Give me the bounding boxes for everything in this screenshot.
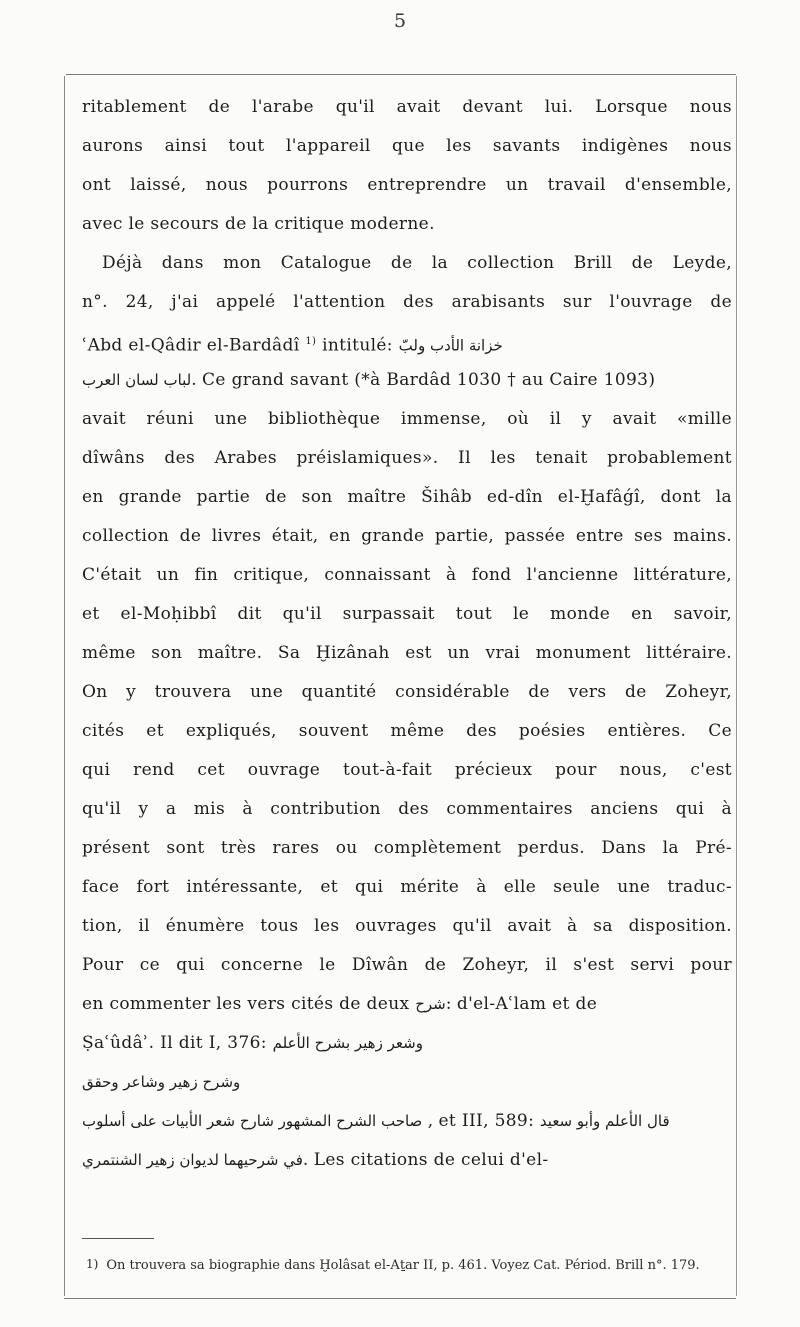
text-line: aurons ainsi tout l'appareil que les savants indigènes nous	[82, 136, 732, 156]
text-line: ont laissé, nous pourrons entreprendre un travail d'ensemble,	[82, 175, 732, 195]
text-line: qu'il y a mis à contribution des commentaires anciens qui à	[82, 799, 732, 819]
frame-left-rule	[64, 76, 65, 1296]
frame-bottom-rule	[64, 1298, 736, 1299]
frame-top-rule	[66, 74, 736, 75]
text-line: dîwâns des Arabes préislamiques». Il les tenait probablement	[82, 448, 732, 468]
text-fragment: Les citations de celui d'el-	[313, 1150, 549, 1170]
arabic-quote-3b: في شرحيهما لديوان زهير الشنتمري	[82, 1151, 303, 1169]
text-line-arabic	[82, 1063, 732, 1102]
text-line: On y trouvera une quantité considérable de vers de Zoheyr,	[82, 682, 732, 702]
arabic-quote-1b: وشرح زهير وشاعر وحقق	[82, 1073, 241, 1091]
text-line: n°. 24, j'ai appelé l'attention des arabisants sur l'ouvrage de	[82, 292, 732, 312]
arabic-quote-2: صاحب الشرح المشهور شارح شعر الأبيات على أسلوب	[82, 1112, 423, 1130]
arabic-word-sharh: شرح	[415, 995, 446, 1013]
text-fragment: , et III, 589:	[427, 1111, 535, 1131]
body-text	[82, 88, 732, 1180]
frame-right-rule	[736, 76, 737, 1296]
text-line: collection de livres était, en grande partie, passée entre ses mains.	[82, 526, 732, 546]
text-line: et el-Moḥibbî dit qu'il surpassait tout le monde en savoir,	[82, 604, 732, 624]
text-line: avec le secours de la critique moderne.	[82, 214, 435, 234]
text-line-mixed	[82, 322, 732, 361]
text-line: ritablement de l'arabe qu'il avait devant lui. Lorsque nous	[82, 97, 732, 117]
intitule-label: intitulé:	[322, 335, 393, 356]
text-fragment: en commenter les vers cités de deux	[82, 994, 410, 1014]
text-line: Pour ce qui concerne le Dîwân de Zoheyr, il s'est servi pour	[82, 955, 732, 975]
text-fragment: Ṣaʿûdâʾ. Il dit I, 376:	[82, 1033, 267, 1053]
arabic-quote-3a: قال الأعلم وأبو سعيد	[539, 1112, 670, 1130]
arabic-title-part1: خزانة الأدب ولبّ	[398, 336, 503, 355]
text-line-mixed: en commenter les vers cités de deux شرح: d'el-Aʿlam et de	[82, 994, 598, 1014]
arabic-title-part2: لباب لسان العرب	[82, 371, 192, 389]
footnote	[86, 1254, 732, 1276]
text-line: présent sont très rares ou complètement perdus. Dans la Pré-	[82, 838, 732, 858]
text-fragment: Ce grand savant (*à Bardâd 1030 † au Caire 1093)	[202, 370, 656, 390]
text-line: cités et expliqués, souvent même des poésies entières. Ce	[82, 721, 732, 741]
text-line-mixed	[82, 1102, 732, 1141]
page-number: 5	[393, 10, 407, 32]
arabic-quote-1a: وشعر زهير بشرح الأعلم	[272, 1034, 423, 1052]
text-line-mixed: في شرحيهما لديوان زهير الشنتمري. Les citations de celui d'el-	[82, 1150, 549, 1170]
text-line: en grande partie de son maître Šihâb ed-dîn el-Ḫafâǵî, dont la	[82, 487, 732, 507]
text-line: face fort intéressante, et qui mérite à elle seule une traduc-	[82, 877, 732, 897]
text-line: avait réuni une bibliothèque immense, où il y avait «mille	[82, 409, 732, 429]
footnote-marker: 1)	[86, 1257, 99, 1271]
text-line: C'était un fin critique, connaissant à fond l'ancienne littérature,	[82, 565, 732, 585]
text-line: qui rend cet ouvrage tout-à-fait précieux pour nous, c'est	[82, 760, 732, 780]
text-line: même son maître. Sa Ḫizânah est un vrai monument littéraire.	[82, 643, 732, 663]
text-line: Déjà dans mon Catalogue de la collection Brill de Leyde,	[102, 253, 732, 273]
text-line: tion, il énumère tous les ouvrages qu'il avait à sa disposition.	[82, 916, 732, 936]
footnote-ref: 1)	[305, 336, 317, 347]
text-line-mixed: لباب لسان العرب. Ce grand savant (*à Bardâd 1030 † au Caire 1093)	[82, 370, 656, 390]
text-line-mixed	[82, 1024, 732, 1063]
text-fragment: d'el-Aʿlam et de	[456, 994, 598, 1014]
footnote-text: On trouvera sa biographie dans Ḫolâsat el-Aṯar II, p. 461. Voyez Cat. Périod. Brill n°. 179.	[106, 1258, 700, 1273]
footnote-rule	[82, 1238, 154, 1239]
author-name: ʿAbd el-Qâdir el-Bardâdî	[82, 335, 300, 356]
